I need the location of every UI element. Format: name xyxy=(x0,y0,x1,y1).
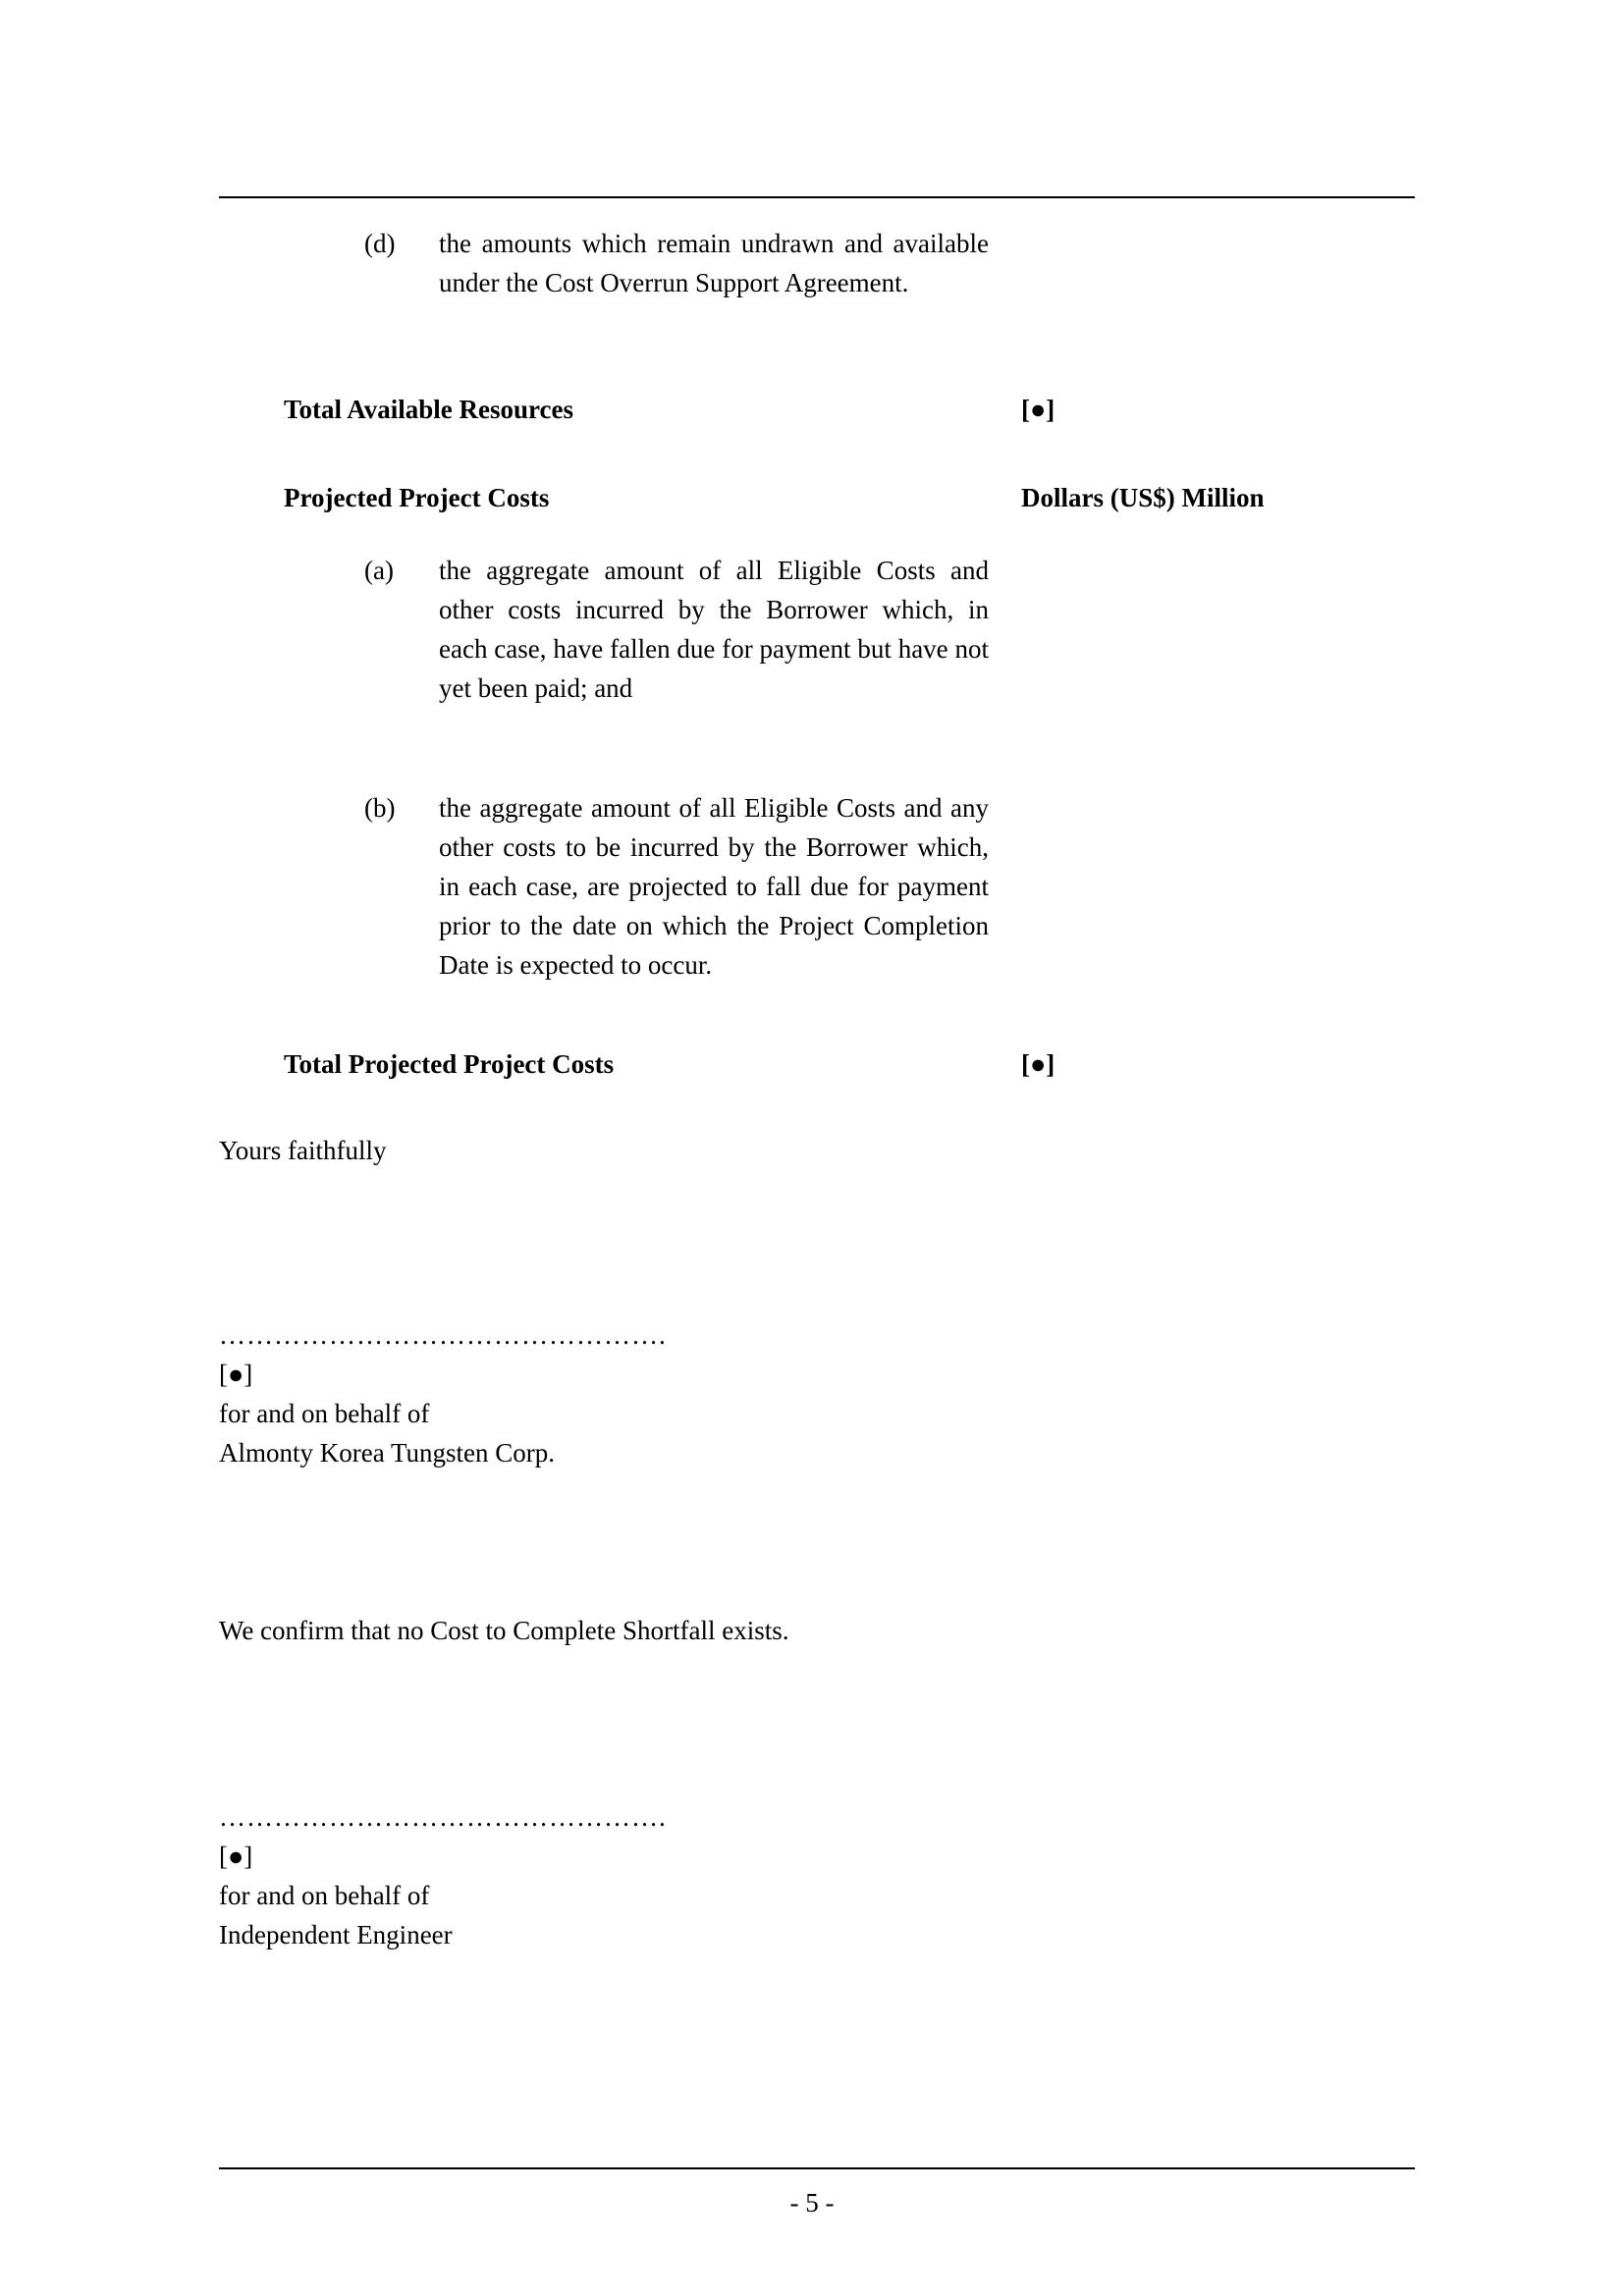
footer-rule xyxy=(219,2167,1415,2169)
signatory-name-placeholder: [●] xyxy=(219,1360,253,1389)
signature-block-borrower xyxy=(219,1315,1415,1472)
projected-costs-label: Projected Project Costs xyxy=(284,483,550,512)
engineer-confirmation-text: We confirm that no Cost to Complete Shortfall exists. xyxy=(219,1616,789,1645)
projected-costs-header-row xyxy=(284,478,1415,517)
signature-behalf-text: for and on behalf of xyxy=(219,1399,430,1428)
signature-behalf-text: for and on behalf of xyxy=(219,1881,430,1910)
signature-entity-name: Almonty Korea Tungsten Corp. xyxy=(219,1438,556,1468)
total-available-value: [●] xyxy=(1021,395,1056,424)
signature-dotted-line: …………………………………………. xyxy=(219,1320,667,1350)
signatory-name-placeholder: [●] xyxy=(219,1842,253,1871)
clause-d xyxy=(364,224,1415,302)
signature-block-engineer xyxy=(219,1797,1415,1954)
clause-d-label: (d) xyxy=(364,229,396,258)
clause-b-label: (b) xyxy=(364,793,396,823)
projected-costs-unit: Dollars (US$) Million xyxy=(1021,483,1265,512)
clause-d-text: the amounts which remain undrawn and available under the Cost Overrun Support Agreement. xyxy=(439,229,989,297)
clause-a-text: the aggregate amount of all Eligible Costs and other costs incurred by the Borrower which, in each case, have fallen due for payment but have not yet been paid; and xyxy=(439,556,989,703)
total-available-label: Total Available Resources xyxy=(284,395,574,424)
closing-salutation: Yours faithfully xyxy=(219,1136,387,1165)
total-projected-value: [●] xyxy=(1021,1049,1056,1079)
page-content xyxy=(219,224,1415,1954)
clause-a-label: (a) xyxy=(364,556,394,585)
header-rule xyxy=(219,196,1415,198)
clause-a xyxy=(364,551,1415,708)
clause-b-text: the aggregate amount of all Eligible Costs and any other costs to be incurred by the Borrower which, in each case, are projected to fall due for payment prior to the date on which the Project Completion Date is expected to occur. xyxy=(439,793,989,980)
signature-entity-name: Independent Engineer xyxy=(219,1920,453,1949)
total-available-row xyxy=(284,390,1415,429)
clause-b xyxy=(364,788,1415,985)
total-projected-label: Total Projected Project Costs xyxy=(284,1049,615,1079)
page-number: - 5 - xyxy=(789,2188,835,2217)
signature-dotted-line: …………………………………………. xyxy=(219,1802,667,1832)
total-projected-row xyxy=(284,1044,1415,1084)
